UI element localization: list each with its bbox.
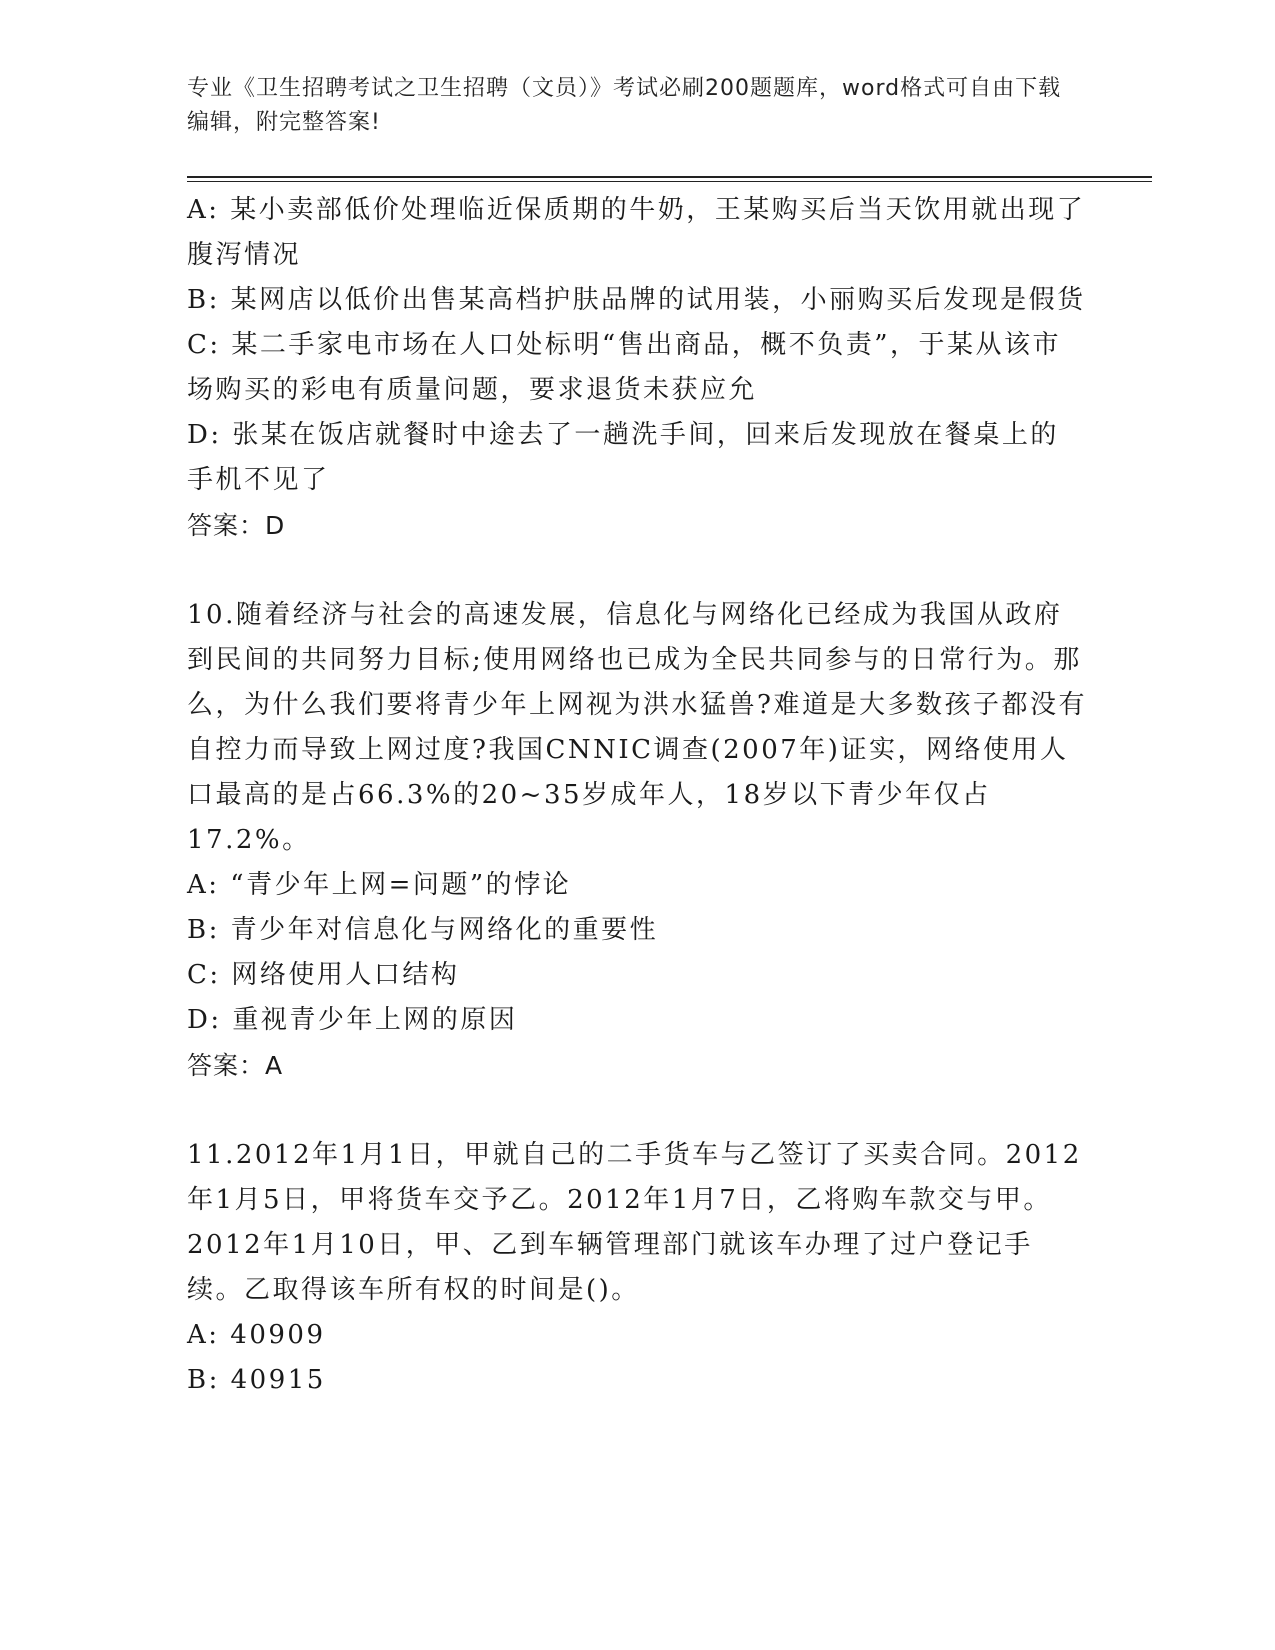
option-b: B: 青少年对信息化与网络化的重要性 xyxy=(187,915,659,945)
header-rule-thick xyxy=(187,176,1152,178)
question-9 xyxy=(187,188,1087,548)
question-stem: 11.2012年1月1日，甲就自己的二手货车与乙签订了买卖合同。2012年1月5日，甲将货车交予乙。2012年1月7日，乙将购车款交与甲。2012年1月10日，甲、乙到车辆管理部门就该车办理了过户登记手续。乙取得该车所有权的时间是()。 xyxy=(187,1140,1082,1305)
document-body xyxy=(187,188,1087,1403)
option-c: C: 网络使用人口结构 xyxy=(187,960,460,990)
option-d: D: 张某在饭店就餐时中途去了一趟洗手间，回来后发现放在餐桌上的手机不见了 xyxy=(187,420,1059,495)
option-a: A: 40909 xyxy=(187,1320,326,1350)
header-title: 专业《卫生招聘考试之卫生招聘（文员）》考试必刷200题题库，word格式可自由下载编辑，附完整答案! xyxy=(187,76,1062,135)
question-stem: 10.随着经济与社会的高速发展，信息化与网络化已经成为我国从政府到民间的共同努力目标;使用网络也已成为全民共同参与的日常行为。那么，为什么我们要将青少年上网视为洪水猛兽?难道是大多数孩子都没有自控力而导致上网过度?我国CNNIC调查(2007年)证实，网络使用人口最高的是占66.3%的20~35岁成年人，18岁以下青少年仅占17.2%。 xyxy=(187,600,1087,855)
option-a: A: 某小卖部低价处理临近保质期的牛奶，王某购买后当天饮用就出现了腹泻情况 xyxy=(187,195,1086,270)
answer-line: 答案：D xyxy=(187,511,286,540)
option-c: C: 某二手家电市场在人口处标明“售出商品，概不负责”，于某从该市场购买的彩电有质量问题，要求退货未获应允 xyxy=(187,330,1062,405)
answer-line: 答案：A xyxy=(187,1051,284,1080)
question-11 xyxy=(187,1133,1087,1403)
option-b: B: 40915 xyxy=(187,1365,326,1395)
question-10 xyxy=(187,593,1087,1088)
option-d: D: 重视青少年上网的原因 xyxy=(187,1005,518,1035)
document-header xyxy=(187,72,1067,140)
option-a: A: “青少年上网=问题”的悖论 xyxy=(187,870,572,900)
header-rule-thin xyxy=(187,181,1152,182)
option-b: B: 某网店以低价出售某高档护肤品牌的试用装，小丽购买后发现是假货 xyxy=(187,285,1086,315)
